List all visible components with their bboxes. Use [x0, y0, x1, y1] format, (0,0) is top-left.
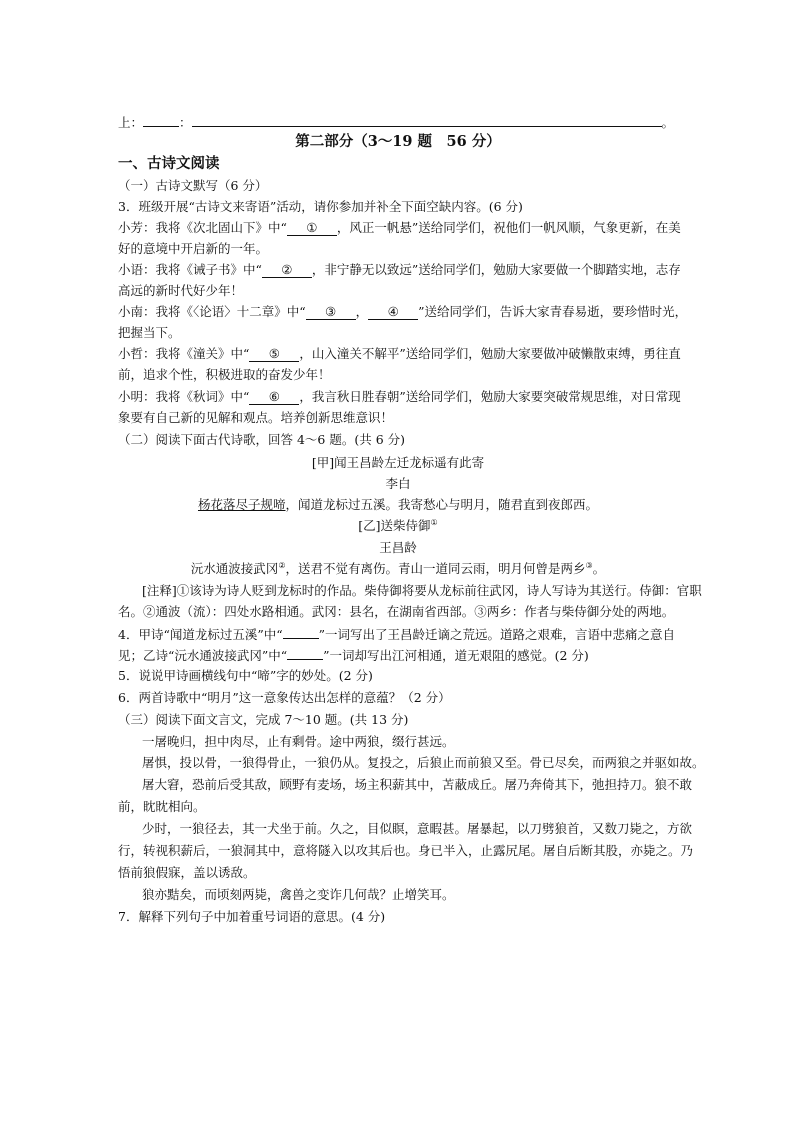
xiaonan-line: 小南：我将《〈论语〉十二章》中“ ③ ， ④ ”送给同学们，告诉大家青春易逝，要珍惜时光， — [118, 304, 688, 319]
passage-p4-line-3: 悟前狼假寐，盖以诱敌。 — [118, 865, 256, 880]
answer-line: 上： ： 。 — [118, 115, 675, 130]
q4-blank-1[interactable] — [283, 626, 319, 639]
question-3: 3．班级开展“古诗文来寄语”活动，请你参加并补全下面空缺内容。(6 分) — [118, 199, 523, 214]
poem-1-title: [甲]闻王昌龄左迁龙标遥有此寄 — [311, 455, 485, 470]
blank-1[interactable]: ① — [287, 221, 337, 236]
section-title: 一、古诗文阅读 — [118, 155, 220, 172]
passage-p5: 狼亦黠矣，而顷刻两毙，禽兽之变诈几何哉？止增笑耳。 — [142, 887, 455, 902]
question-6: 6．两首诗歌中“明月”这一意象传达出怎样的意蕴？（2 分） — [118, 690, 451, 705]
passage-p3-line-2: 前，眈眈相向。 — [118, 799, 206, 814]
blank-6[interactable]: ⑥ — [249, 390, 299, 405]
question-7: 7．解释下列句子中加着重号词语的意思。(4 分) — [118, 909, 386, 924]
xiaonan-line-2: 把握当下。 — [118, 325, 181, 340]
poem-1-body: 杨花落尽子规啼，闻道龙标过五溪。我寄愁心与明月，随君直到夜郎西。 — [197, 497, 599, 512]
xiaoyu-line: 小语：我将《诫子书》中“ ② ，非宁静无以致远”送给同学们，勉励大家要做一个脚踏实地，志存 — [118, 262, 681, 277]
xiaofang-line: 小芳：我将《次北固山下》中“ ① ，风正一帆悬”送给同学们，祝他们一帆风顺，气象更新，在美 — [118, 220, 681, 235]
subsection-heading: （二）阅读下面古代诗歌，回答 4～6 题。(共 6 分) — [118, 432, 406, 447]
subsection-heading: （三）阅读下面文言文，完成 7～10 题。(共 13 分) — [118, 712, 409, 727]
passage-p3: 屠大窘，恐前后受其敌，顾野有麦场，场主积薪其中，苫蔽成丘。屠乃奔倚其下，弛担持刀。狼不敢 — [142, 777, 693, 792]
notes-line-2: 名。②通波（流）：四处水路相通。武冈：县名，在湖南省西部。③两乡：作者与柴侍御分处的两地。 — [118, 604, 675, 619]
blank-5[interactable]: ⑤ — [249, 347, 299, 362]
blank-2[interactable]: ② — [262, 263, 312, 278]
q4-blank-2[interactable] — [287, 647, 323, 660]
poem-2-title: [乙]送柴侍御① — [358, 517, 438, 533]
answer-blank-short[interactable] — [143, 114, 179, 127]
xiaoming-line-2: 象要有自己新的见解和观点。培养创新思维意识！ — [118, 410, 394, 425]
xiaoyu-line-2: 高远的新时代好少年！ — [118, 283, 244, 298]
poem-2-body: 沅水通波接武冈②，送君不觉有离伤。青山一道同云雨，明月何曾是两乡③。 — [190, 560, 606, 576]
notes-line-1: [注释]①该诗为诗人贬到龙标时的作品。柴侍御将要从龙标前往武冈，诗人写诗为其送行。侍御：官职 — [142, 583, 702, 598]
xiaozhe-line-2: 前，追求个性，积极进取的奋发少年！ — [118, 367, 331, 382]
poem-1-author: 李白 — [385, 476, 411, 491]
passage-p1: 一屠晚归，担中肉尽，止有剩骨。途中两狼，缀行甚远。 — [142, 734, 455, 749]
passage-p2: 屠惧，投以骨，一狼得骨止，一狼仍从。复投之，后狼止而前狼又至。骨已尽矣，而两狼之并驱如故。 — [142, 755, 705, 770]
xiaozhe-line: 小哲：我将《潼关》中“ ⑤ ，山入潼关不解平”送给同学们，勉励大家要做冲破懒散束缚，勇往直 — [118, 346, 681, 361]
subsection-heading: （一）古诗文默写（6 分） — [118, 178, 268, 193]
poem-2-author: 王昌龄 — [379, 540, 417, 555]
passage-p4: 少时，一狼径去，其一犬坐于前。久之，目似瞑，意暇甚。屠暴起，以刀劈狼首，又数刀毙之，方欲 — [142, 821, 693, 836]
question-4-line-2: 见；乙诗“沅水通波接武冈”中“ ”一词却写出江河相通，道无艰阻的感觉。(2 分) — [118, 648, 589, 663]
question-5: 5．说说甲诗画横线句中“啼”字的妙处。(2 分) — [118, 668, 373, 683]
answer-blank-long[interactable] — [192, 114, 662, 127]
part-title: 第二部分（3～19 题 56 分） — [295, 133, 501, 150]
passage-p4-line-2: 行，转视积薪后，一狼洞其中，意将隧入以攻其后也。身已半入，止露尻尾。屠自后断其股，亦毙之。乃 — [118, 843, 694, 858]
underlined-line: 杨花落尽子规啼 — [197, 497, 286, 512]
blank-3[interactable]: ③ — [306, 305, 356, 320]
question-4: 4．甲诗“闻道龙标过五溪”中“ ”一词写出了王昌龄迁谪之荒远。道路之艰难，言语中悲痛之意自 — [118, 627, 676, 642]
blank-4[interactable]: ④ — [368, 305, 418, 320]
xiaofang-line-2: 好的意境中开启新的一年。 — [118, 241, 269, 256]
xiaoming-line: 小明：我将《秋词》中“ ⑥ ，我言秋日胜春朝”送给同学们，勉励大家要突破常规思维，对日常现 — [118, 389, 681, 404]
